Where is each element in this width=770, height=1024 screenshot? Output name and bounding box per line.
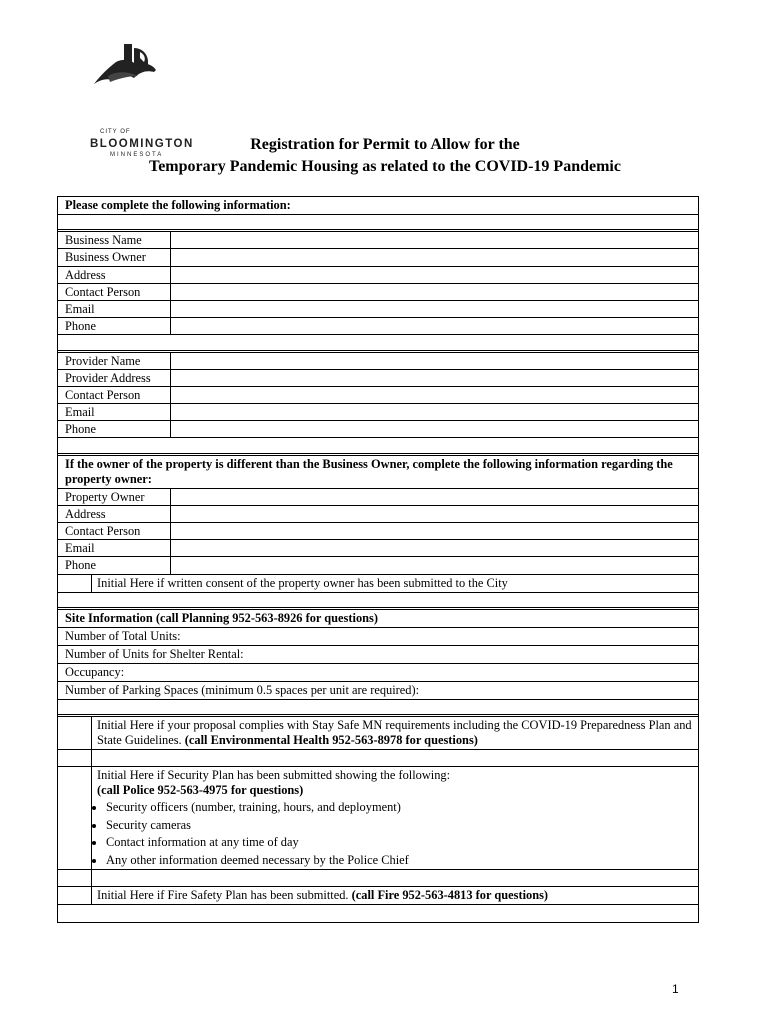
spacer-row xyxy=(58,870,698,887)
owner-contact-field[interactable] xyxy=(171,523,698,539)
staysafe-contact: (call Environmental Health 952-563-8978 for questions) xyxy=(184,732,478,747)
spacer-row xyxy=(58,700,698,717)
staysafe-text xyxy=(91,717,698,749)
security-contact: (call Police 952-563-4975 for questions) xyxy=(97,783,304,798)
fire-contact: (call Fire 952-563-4813 for questions) xyxy=(351,888,549,903)
business-contact-row xyxy=(58,284,698,301)
provider-contact-row xyxy=(58,387,698,404)
business-owner-row xyxy=(58,249,698,266)
spacer-row xyxy=(58,215,698,232)
provider-email-row xyxy=(58,404,698,421)
business-owner-label: Business Owner xyxy=(65,250,146,265)
business-name-field[interactable] xyxy=(171,232,698,248)
business-name-label: Business Name xyxy=(65,233,142,248)
security-text xyxy=(91,767,698,799)
provider-contact-field[interactable] xyxy=(171,387,698,403)
logo-state: MINNESOTA xyxy=(110,152,164,158)
list-item: • Any other information deemed necessary by the Police Chief xyxy=(106,852,698,870)
provider-contact-label: Contact Person xyxy=(65,387,141,402)
owner-address-field[interactable] xyxy=(171,506,698,522)
security-items-list xyxy=(58,799,698,869)
provider-email-label: Email xyxy=(65,405,95,420)
business-email-field[interactable] xyxy=(171,301,698,317)
fire-text xyxy=(91,887,698,904)
staysafe-row xyxy=(58,717,698,750)
page-number: 1 xyxy=(672,982,679,996)
owner-consent-text: Initial Here if written consent of the property owner has been submitted to the City xyxy=(97,575,508,590)
page-title-line1: Registration for Permit to Allow for the xyxy=(250,136,520,153)
list-item: • Security officers (number, training, hours, and deployment) xyxy=(106,799,698,817)
property-owner-field[interactable] xyxy=(171,489,698,505)
provider-name-field[interactable] xyxy=(171,353,698,369)
business-email-label: Email xyxy=(65,301,95,316)
owner-contact-label: Contact Person xyxy=(65,524,141,538)
provider-name-label: Provider Name xyxy=(65,353,141,368)
security-initial-box[interactable] xyxy=(58,767,92,869)
owner-address-label: Address xyxy=(65,506,106,521)
page-title-line2: Temporary Pandemic Housing as related to the COVID-19 Pandemic xyxy=(149,158,621,175)
owner-contact-row xyxy=(58,523,698,540)
owner-section-header: If the owner of the property is different than the Business Owner, complete the following information regarding the property owner: xyxy=(58,456,698,489)
fire-description: Initial Here if Fire Safety Plan has been submitted. xyxy=(97,888,349,903)
provider-phone-row xyxy=(58,421,698,438)
owner-email-field[interactable] xyxy=(171,540,698,556)
business-address-label: Address xyxy=(65,267,106,282)
property-owner-row xyxy=(58,489,698,506)
provider-name-row xyxy=(58,353,698,370)
business-email-row xyxy=(58,301,698,318)
business-contact-field[interactable] xyxy=(171,284,698,300)
business-phone-label: Phone xyxy=(65,319,96,334)
owner-email-label: Email xyxy=(65,541,95,556)
form-header: Please complete the following information: xyxy=(58,197,698,215)
registration-form xyxy=(57,196,699,923)
fire-initial-box[interactable] xyxy=(58,887,92,904)
spacer-row xyxy=(58,438,698,455)
security-row xyxy=(58,767,698,870)
list-item: • Security cameras xyxy=(106,817,698,835)
owner-consent-initial-box[interactable] xyxy=(58,575,92,592)
spacer-row xyxy=(58,335,698,352)
security-description: Initial Here if Security Plan has been submitted showing the following: xyxy=(97,768,451,783)
owner-email-row xyxy=(58,540,698,557)
business-phone-row xyxy=(58,318,698,335)
owner-phone-field[interactable] xyxy=(171,557,698,573)
parking-spaces-line[interactable]: Number of Parking Spaces (minimum 0.5 spaces per unit are required): xyxy=(58,682,698,700)
business-owner-field[interactable] xyxy=(171,249,698,265)
occupancy-line[interactable]: Occupancy: xyxy=(58,664,698,682)
provider-email-field[interactable] xyxy=(171,404,698,420)
provider-address-label: Provider Address xyxy=(65,370,151,385)
logo-city-of: CITY OF xyxy=(100,129,131,135)
staysafe-description: Initial Here if your proposal complies with Stay Safe MN requirements including the COVID-19 Preparedness Plan and State Guidelines. xyxy=(97,717,692,747)
business-contact-label: Contact Person xyxy=(65,284,141,299)
city-logo xyxy=(88,40,198,158)
owner-phone-label: Phone xyxy=(65,558,96,573)
provider-phone-field[interactable] xyxy=(171,421,698,437)
provider-address-row xyxy=(58,370,698,387)
spacer-row xyxy=(58,905,698,922)
property-owner-label: Property Owner xyxy=(65,489,145,504)
logo-city-name: BLOOMINGTON xyxy=(90,138,194,150)
bloomington-logo-icon xyxy=(94,40,174,130)
shelter-units-line[interactable]: Number of Units for Shelter Rental: xyxy=(58,646,698,664)
provider-phone-label: Phone xyxy=(65,422,96,437)
owner-consent-row xyxy=(58,575,698,593)
total-units-line[interactable]: Number of Total Units: xyxy=(58,628,698,646)
owner-address-row xyxy=(58,506,698,523)
list-item: • Contact information at any time of day xyxy=(106,834,698,852)
business-address-row xyxy=(58,267,698,284)
business-phone-field[interactable] xyxy=(171,318,698,334)
spacer-row xyxy=(58,750,698,767)
spacer-row xyxy=(58,593,698,610)
business-name-row xyxy=(58,232,698,249)
site-info-header: Site Information (call Planning 952-563-8926 for questions) xyxy=(58,610,698,628)
fire-row xyxy=(58,887,698,905)
staysafe-initial-box[interactable] xyxy=(58,717,92,749)
business-address-field[interactable] xyxy=(171,267,698,283)
owner-phone-row xyxy=(58,557,698,574)
provider-address-field[interactable] xyxy=(171,370,698,386)
